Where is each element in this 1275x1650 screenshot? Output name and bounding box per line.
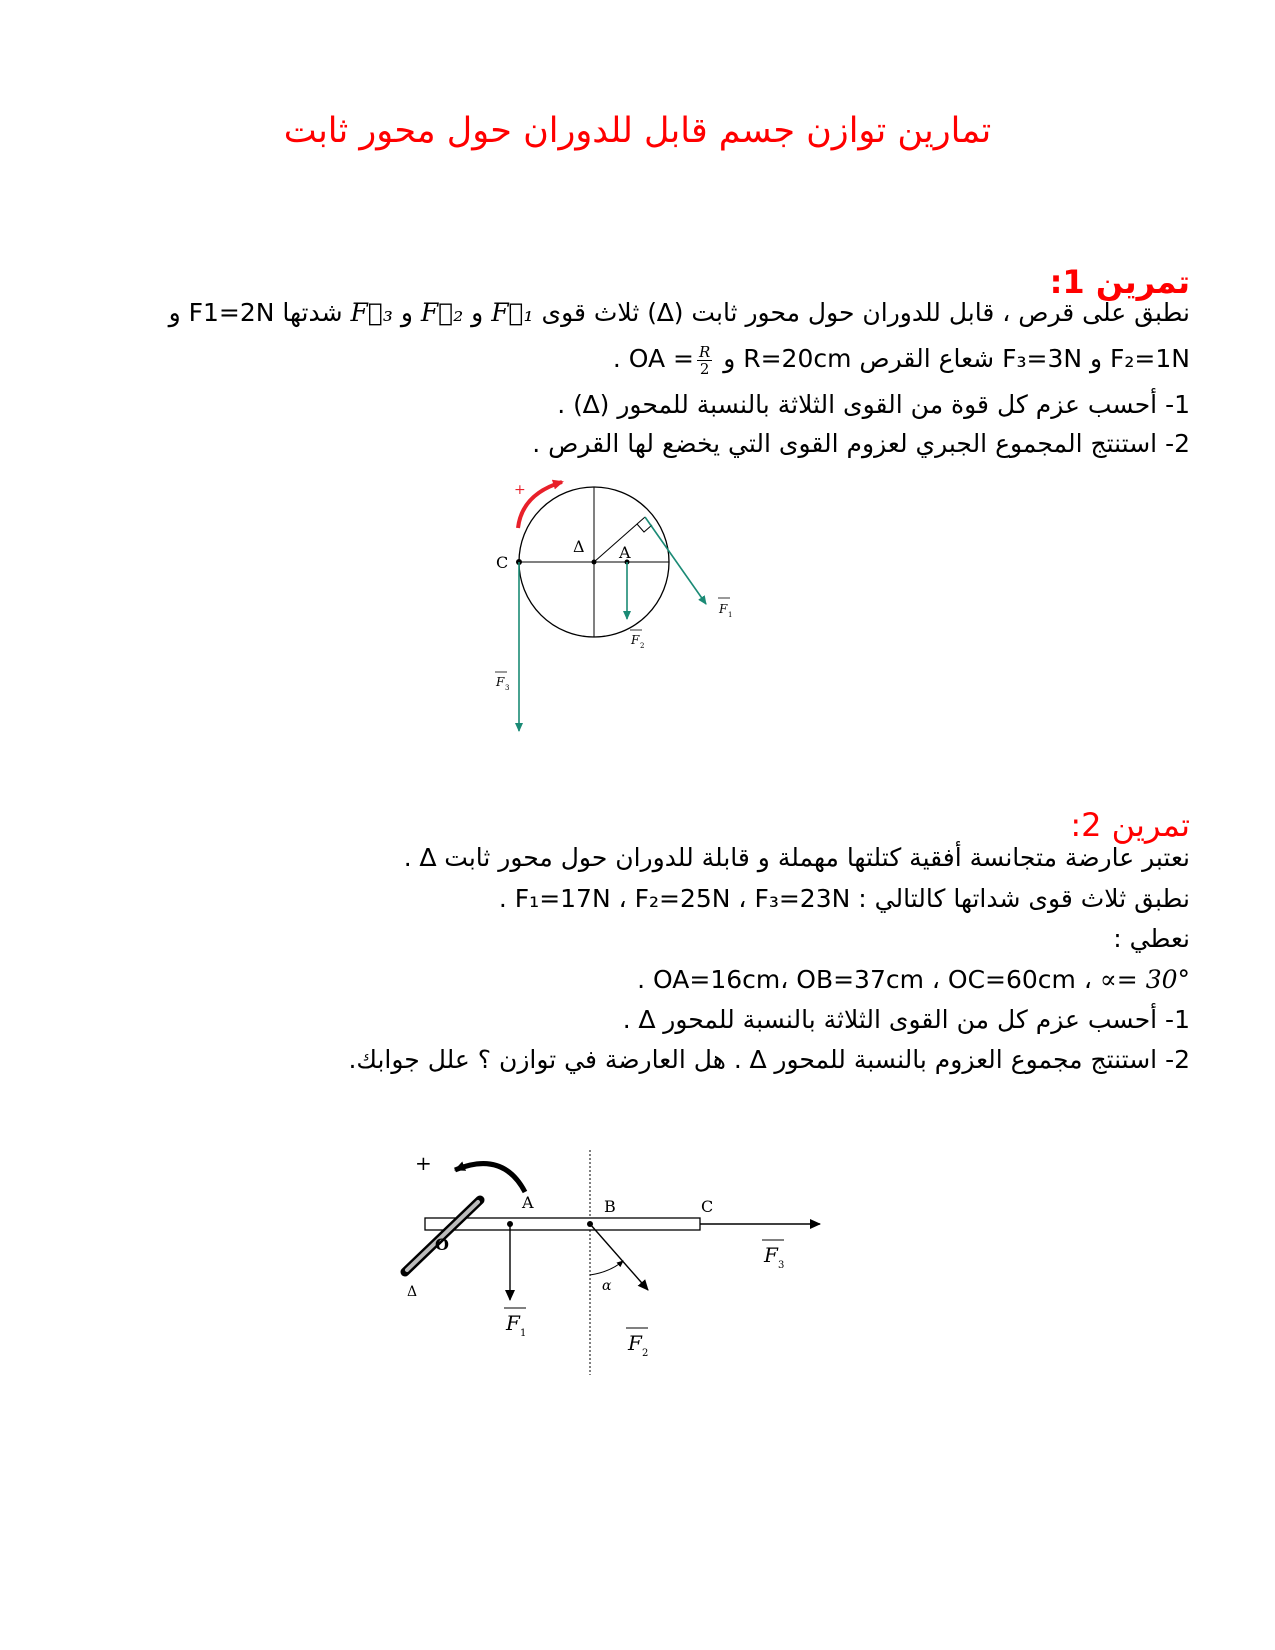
label-f1 — [504, 1248, 527, 1339]
label-o: O — [435, 1235, 449, 1254]
label-f2 — [626, 1328, 648, 1359]
rotation-plus-sign: + — [514, 482, 526, 498]
fraction-r-over-2 — [697, 344, 712, 377]
ex2-lengths: OA=16cm، OB=37cm ، OC=60cm ، — [653, 965, 1100, 994]
f2-letter: F — [631, 633, 640, 647]
ex1-text-forces: ثلاث قوى — [533, 298, 648, 327]
exercise-2-line-1: نعتبر عارضة متجانسة أفقية كتلتها مهملة و قابلة للدوران حول محور ثابت ∆ . — [403, 843, 1190, 872]
ex2-forces-intro: نطبق ثلاث قوى شداتها كالتالي : — [850, 884, 1190, 913]
force-f1-arrow — [645, 517, 706, 604]
exercise-2-given-label: نعطي : — [1113, 924, 1190, 953]
rotation-arrow — [455, 1164, 525, 1192]
line-end-dot: . — [637, 965, 654, 994]
f3-letter: F — [764, 1243, 778, 1267]
oa-formula — [628, 342, 716, 378]
line-end-dot: . — [498, 884, 515, 913]
fraction-numerator: R — [698, 342, 711, 361]
oa-label: OA = — [628, 344, 694, 373]
figure-2-bar-diagram — [405, 1140, 875, 1380]
label-axis-delta: Δ — [407, 1284, 418, 1300]
line-end-dot: . — [612, 344, 629, 373]
f1-letter: F — [719, 602, 728, 616]
f3-subscript: 3 — [778, 1260, 785, 1271]
exercise-1-line-1 — [169, 294, 1190, 332]
exercise-2-line-4 — [637, 961, 1190, 999]
and-word: و — [392, 298, 421, 327]
bar — [425, 1218, 700, 1230]
label-f3 — [762, 1240, 784, 1271]
exercise-2-question-1: 1- أحسب عزم كل من القوى الثلاثة بالنسبة للمحور ∆ . — [622, 1005, 1190, 1034]
f2-subscript: 2 — [642, 1348, 649, 1359]
label-b: B — [604, 1197, 616, 1216]
and-word: و — [715, 344, 744, 373]
f2-value: F₂=1N — [1110, 344, 1190, 373]
label-f3 — [495, 672, 509, 692]
f1-subscript: 1 — [520, 1328, 527, 1339]
ex1-text-intro: نطبق على قرص ، قابل للدوران حول محور ثابت — [683, 298, 1190, 327]
page-title: تمارين توازن جسم قابل للدوران حول محور ثابت — [283, 111, 992, 151]
f2-subscript: 2 — [640, 642, 645, 650]
angle-alpha-arc — [590, 1261, 623, 1275]
f3-letter: F — [496, 675, 505, 689]
center-point — [592, 560, 597, 565]
and-word: و — [463, 298, 492, 327]
label-a: A — [522, 1193, 534, 1212]
vector-f1: F⃗₁ — [491, 298, 534, 327]
exercise-1-line-2 — [613, 339, 1190, 379]
label-f1 — [718, 598, 732, 619]
exercise-1-heading: تمرين 1: — [1049, 263, 1190, 301]
f3-value: F₃=3N — [1002, 344, 1083, 373]
radius-label: شعاع القرص — [851, 344, 1003, 373]
right-angle-mark — [637, 524, 652, 532]
f3-subscript: 3 — [505, 684, 510, 692]
exercise-2-line-2 — [499, 880, 1190, 918]
vector-f3: F⃗₃ — [350, 298, 393, 327]
label-a: A — [619, 543, 631, 562]
exercise-2-question-2: 2- استنتج مجموع العزوم بالنسبة للمحور ∆ . هل العارضة في توازن ؟ علل جوابك. — [348, 1045, 1190, 1074]
ex2-lengths-and-angle — [653, 965, 1190, 994]
axis-symbol: (∆) — [647, 298, 684, 327]
figure-1-disc-diagram — [480, 476, 740, 746]
f1-subscript: 1 — [728, 611, 733, 619]
exercise-2-heading: تمرين 2: — [1070, 806, 1190, 844]
label-c: C — [496, 553, 509, 572]
label-c: C — [701, 1197, 714, 1216]
ex1-text-magnitudes: شدتها — [274, 298, 351, 327]
force-f2-arrow — [590, 1224, 648, 1290]
f1-value: F1=2N — [188, 298, 275, 327]
and-word: و — [1082, 344, 1111, 373]
vector-f2: F⃗₂ — [420, 298, 464, 327]
radius-value: R=20cm — [743, 344, 852, 373]
ex2-force-values: F₁=17N ، F₂=25N ، F₃=23N — [514, 884, 851, 913]
exercise-1-question-1: 1- أحسب عزم كل قوة من القوى الثلاثة بالنسبة للمحور (∆) . — [557, 390, 1190, 419]
label-alpha: α — [602, 1278, 612, 1294]
fraction-denominator: 2 — [699, 359, 710, 378]
label-axis-delta: Δ — [573, 537, 585, 556]
exercise-1-question-2: 2- استنتج المجموع الجبري لعزوم القوى التي يخضع لها القرص . — [532, 429, 1190, 458]
ex2-angle: ∝= 30° — [1099, 965, 1190, 994]
label-f2 — [630, 630, 644, 650]
f1-letter: F — [506, 1311, 520, 1335]
and-word: و — [168, 298, 189, 327]
f2-letter: F — [628, 1331, 642, 1355]
rotation-plus-sign: + — [415, 1151, 432, 1175]
